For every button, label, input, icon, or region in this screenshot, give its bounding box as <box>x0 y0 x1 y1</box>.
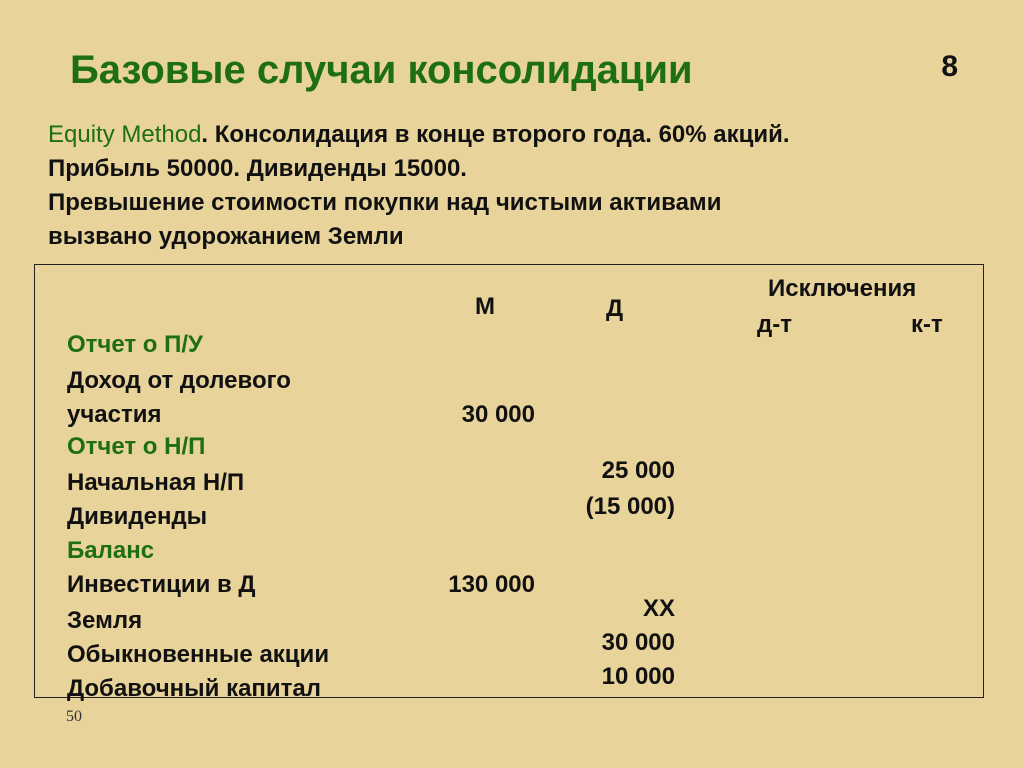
m-value: 130 000 <box>448 571 535 598</box>
subtitle-line-1 <box>48 118 988 152</box>
row-label: участия <box>67 401 162 428</box>
d-value: (15 000) <box>585 493 675 520</box>
subtitle-line-4: вызвано удорожанием Земли <box>48 223 404 250</box>
subtitle-line-1-rest: . Консолидация в конце второго года. 60% акций. <box>201 121 790 148</box>
row-label: Обыкновенные акции <box>67 641 330 668</box>
header-m: М <box>475 293 495 320</box>
row-label: Доход от долевого <box>67 367 291 394</box>
row-label-section: Баланс <box>67 537 155 564</box>
header-debit: д-т <box>757 311 792 338</box>
row-label: Добавочный капитал <box>67 675 322 702</box>
header-exclusions: Исключения <box>768 275 917 302</box>
row-label: Дивиденды <box>67 503 208 530</box>
slide-subtitle <box>48 118 988 254</box>
m-value: 30 000 <box>461 401 535 428</box>
header-credit: к-т <box>911 311 943 338</box>
slide-number: 8 <box>941 50 958 83</box>
row-label-section: Отчет о Н/П <box>67 433 206 460</box>
slide-title: Базовые случаи консолидации <box>70 48 693 92</box>
row-label: Земля <box>67 607 143 634</box>
subtitle-line-3: Превышение стоимости покупки над чистыми активами <box>48 189 722 216</box>
d-value: 10 000 <box>601 663 675 690</box>
d-value: 30 000 <box>601 629 675 656</box>
row-label-section: Отчет о П/У <box>67 331 203 358</box>
d-value: 25 000 <box>601 457 675 484</box>
d-value: XX <box>642 595 675 622</box>
page-number: 50 <box>66 708 82 725</box>
subtitle-line-2: Прибыль 50000. Дивиденды 15000. <box>48 155 467 182</box>
header-d: Д <box>606 295 624 322</box>
consolidation-table <box>34 264 984 702</box>
row-label: Инвестиции в Д <box>67 571 256 598</box>
row-label: Начальная Н/П <box>67 469 245 496</box>
method-name: Equity Method <box>48 121 202 148</box>
